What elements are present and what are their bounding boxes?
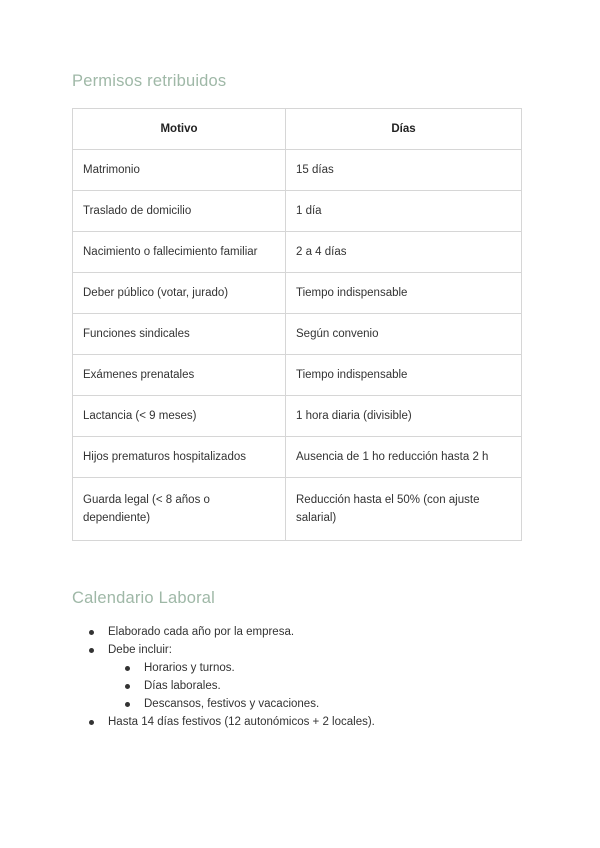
cell-dias: 15 días — [286, 150, 522, 191]
sub-list-item — [108, 677, 375, 695]
cell-motivo: Funciones sindicales — [73, 314, 286, 355]
list-item — [72, 623, 375, 641]
cell-dias: 2 a 4 días — [286, 232, 522, 273]
list-item-text: Hasta 14 días festivos (12 autonómicos + 2 locales). — [108, 716, 375, 728]
table-row — [73, 191, 522, 232]
cell-dias: Según convenio — [286, 314, 522, 355]
cell-dias: 1 día — [286, 191, 522, 232]
cell-dias: Tiempo indispensable — [286, 355, 522, 396]
table-row — [73, 314, 522, 355]
permisos-table — [72, 108, 522, 541]
cell-motivo: Deber público (votar, jurado) — [73, 273, 286, 314]
cell-dias: 1 hora diaria (divisible) — [286, 396, 522, 437]
table-row — [73, 355, 522, 396]
table-row — [73, 437, 522, 478]
cell-motivo: Hijos prematuros hospitalizados — [73, 437, 286, 478]
list-item-text: Elaborado cada año por la empresa. — [108, 626, 295, 638]
sub-list-item-text: Horarios y turnos. — [144, 662, 235, 674]
table-row — [73, 478, 522, 541]
cell-motivo: Traslado de domicilio — [73, 191, 286, 232]
sub-list-item — [108, 659, 375, 677]
table-row — [73, 273, 522, 314]
list-item-text: Debe incluir: — [108, 644, 172, 656]
sub-list-item-text: Descansos, festivos y vacaciones. — [144, 698, 320, 710]
cell-dias: Reducción hasta el 50% (con ajuste salarial) — [286, 478, 522, 541]
cell-dias: Tiempo indispensable — [286, 273, 522, 314]
sub-list — [108, 659, 375, 713]
cell-motivo: Exámenes prenatales — [73, 355, 286, 396]
list-item — [72, 713, 375, 731]
table-row — [73, 396, 522, 437]
header-dias: Días — [286, 109, 522, 150]
cell-motivo: Matrimonio — [73, 150, 286, 191]
calendario-list — [72, 623, 375, 731]
header-motivo: Motivo — [73, 109, 286, 150]
cell-motivo: Nacimiento o fallecimiento familiar — [73, 232, 286, 273]
cell-motivo: Lactancia (< 9 meses) — [73, 396, 286, 437]
list-item — [72, 641, 375, 713]
table-row — [73, 232, 522, 273]
cell-dias: Ausencia de 1 ho reducción hasta 2 h — [286, 437, 522, 478]
sub-list-item-text: Días laborales. — [144, 680, 221, 692]
section-title-permisos: Permisos retribuidos — [72, 72, 227, 90]
table-row — [73, 150, 522, 191]
table-header-row — [73, 109, 522, 150]
cell-motivo: Guarda legal (< 8 años o dependiente) — [73, 478, 286, 541]
section-title-calendario: Calendario Laboral — [72, 589, 216, 607]
sub-list-item — [108, 695, 375, 713]
